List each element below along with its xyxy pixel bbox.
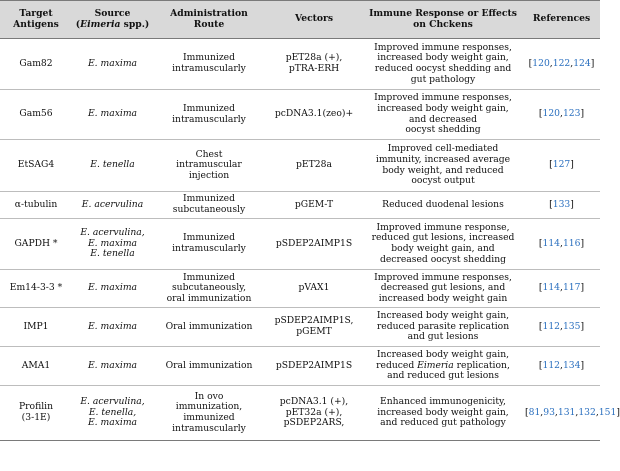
vectors-cell: pET28a bbox=[265, 140, 363, 192]
route-cell: Immunized intramuscularly bbox=[153, 90, 265, 140]
table-row bbox=[0, 39, 600, 90]
header-row bbox=[0, 1, 600, 39]
effects-cell: Increased body weight gain, reduced parasite replication and gut lesions bbox=[363, 308, 523, 347]
route-cell: Immunized intramuscularly bbox=[153, 39, 265, 90]
reference-link[interactable]: 135 bbox=[562, 320, 581, 332]
reference-link[interactable]: 116 bbox=[562, 237, 581, 249]
table-row bbox=[0, 308, 600, 347]
reference-link[interactable]: 120 bbox=[542, 108, 561, 120]
vectors-cell: pSDEP2AIMP1S bbox=[265, 347, 363, 386]
effects-cell: Reduced duodenal lesions bbox=[363, 192, 523, 219]
source-cell: E. acervulina bbox=[72, 192, 153, 219]
references-cell: [120,122,124] bbox=[523, 39, 600, 90]
antigen-cell: IMP1 bbox=[0, 308, 72, 347]
route-cell: Immunized subcutaneously bbox=[153, 192, 265, 219]
source-cell: E. acervulina, E. maxima E. tenella bbox=[72, 219, 153, 270]
table-row bbox=[0, 192, 600, 219]
antigen-cell: AMA1 bbox=[0, 347, 72, 386]
reference-link[interactable]: 117 bbox=[562, 282, 581, 294]
vectors-cell: pcDNA3.1 (+), pET32a (+), pSDEP2ARS, bbox=[265, 386, 363, 441]
reference-link[interactable]: 112 bbox=[542, 320, 561, 332]
effects-cell: Improved immune responses, decreased gut lesions, and increased body weight gain bbox=[363, 270, 523, 308]
reference-link[interactable]: 127 bbox=[552, 159, 571, 171]
source-cell: E. tenella bbox=[72, 140, 153, 192]
table-row bbox=[0, 386, 600, 441]
effects-cell: Improved immune response, reduced gut lesions, increased body weight gain, and decreased oocyst shedding bbox=[363, 219, 523, 270]
source-cell: E. maxima bbox=[72, 39, 153, 90]
antigen-cell: Gam56 bbox=[0, 90, 72, 140]
table-row bbox=[0, 90, 600, 140]
header-immune-response: Immune Response or Effects on Chckens bbox=[363, 1, 523, 39]
references-cell: [112,134] bbox=[523, 347, 600, 386]
route-cell: Oral immunization bbox=[153, 347, 265, 386]
reference-link[interactable]: 114 bbox=[542, 237, 561, 249]
effects-cell: Improved immune responses, increased body weight gain, reduced oocyst shedding and gut pathology bbox=[363, 39, 523, 90]
references-cell: [112,135] bbox=[523, 308, 600, 347]
vectors-cell: pSDEP2AIMP1S bbox=[265, 219, 363, 270]
antigen-cell: Em14-3-3 * bbox=[0, 270, 72, 308]
table-row bbox=[0, 270, 600, 308]
effects-cell: Enhanced immunogenicity, increased body weight gain, and reduced gut pathology bbox=[363, 386, 523, 441]
reference-link[interactable]: 134 bbox=[562, 359, 581, 371]
header-references: References bbox=[523, 1, 600, 39]
header-source: Source (Eimeria spp.) bbox=[72, 1, 153, 39]
source-cell: E. acervulina, E. tenella, E. maxima bbox=[72, 386, 153, 441]
reference-link[interactable]: 123 bbox=[562, 108, 581, 120]
antigen-cell: GAPDH * bbox=[0, 219, 72, 270]
references-cell: [120,123] bbox=[523, 90, 600, 140]
references-cell: [127] bbox=[523, 140, 600, 192]
reference-link[interactable]: 81 bbox=[528, 406, 541, 418]
source-cell: E. maxima bbox=[72, 90, 153, 140]
route-cell: In ovo immunization, immunized intramuscularly bbox=[153, 386, 265, 441]
source-cell: E. maxima bbox=[72, 270, 153, 308]
effects-cell: Increased body weight gain, reduced Eimeria replication, and reduced gut lesions bbox=[363, 347, 523, 386]
table-row bbox=[0, 347, 600, 386]
reference-link[interactable]: 114 bbox=[542, 282, 561, 294]
effects-cell: Improved immune responses, increased body weight gain, and decreased oocyst shedding bbox=[363, 90, 523, 140]
route-cell: Immunized subcutaneously, oral immunization bbox=[153, 270, 265, 308]
table-row bbox=[0, 219, 600, 270]
reference-link[interactable]: 132 bbox=[578, 406, 596, 418]
antigen-cell: Profilin (3-1E) bbox=[0, 386, 72, 441]
table-row bbox=[0, 140, 600, 192]
reference-link[interactable]: 151 bbox=[598, 406, 617, 418]
header-vectors: Vectors bbox=[265, 1, 363, 39]
reference-link[interactable]: 122 bbox=[552, 57, 571, 69]
reference-link[interactable]: 133 bbox=[552, 198, 571, 210]
vectors-cell: pET28a (+), pTRA-ERH bbox=[265, 39, 363, 90]
vectors-cell: pcDNA3.1(zeo)+ bbox=[265, 90, 363, 140]
header-administration-route: Administration Route bbox=[153, 1, 265, 39]
reference-link[interactable]: 120 bbox=[532, 57, 550, 69]
antigen-cell: Gam82 bbox=[0, 39, 72, 90]
effects-cell: Improved cell-mediated immunity, increased average body weight, and reduced oocyst output bbox=[363, 140, 523, 192]
references-cell: [114,117] bbox=[523, 270, 600, 308]
antigen-cell: EtSAG4 bbox=[0, 140, 72, 192]
references-cell: [133] bbox=[523, 192, 600, 219]
references-cell: [114,116] bbox=[523, 219, 600, 270]
reference-link[interactable]: 112 bbox=[542, 359, 561, 371]
source-cell: E. maxima bbox=[72, 308, 153, 347]
reference-link[interactable]: 93 bbox=[543, 406, 555, 418]
route-cell: Immunized intramuscularly bbox=[153, 219, 265, 270]
route-cell: Chest intramuscular injection bbox=[153, 140, 265, 192]
reference-link[interactable]: 131 bbox=[557, 406, 576, 418]
header-target-antigens: Target Antigens bbox=[0, 1, 72, 39]
vectors-cell: pSDEP2AIMP1S, pGEMT bbox=[265, 308, 363, 347]
vectors-cell: pVAX1 bbox=[265, 270, 363, 308]
route-cell: Oral immunization bbox=[153, 308, 265, 347]
references-cell: [81,93,131,132,151] bbox=[523, 386, 600, 441]
source-cell: E. maxima bbox=[72, 347, 153, 386]
vectors-cell: pGEM-T bbox=[265, 192, 363, 219]
antigen-cell: α-tubulin bbox=[0, 192, 72, 219]
reference-link[interactable]: 124 bbox=[573, 57, 591, 69]
